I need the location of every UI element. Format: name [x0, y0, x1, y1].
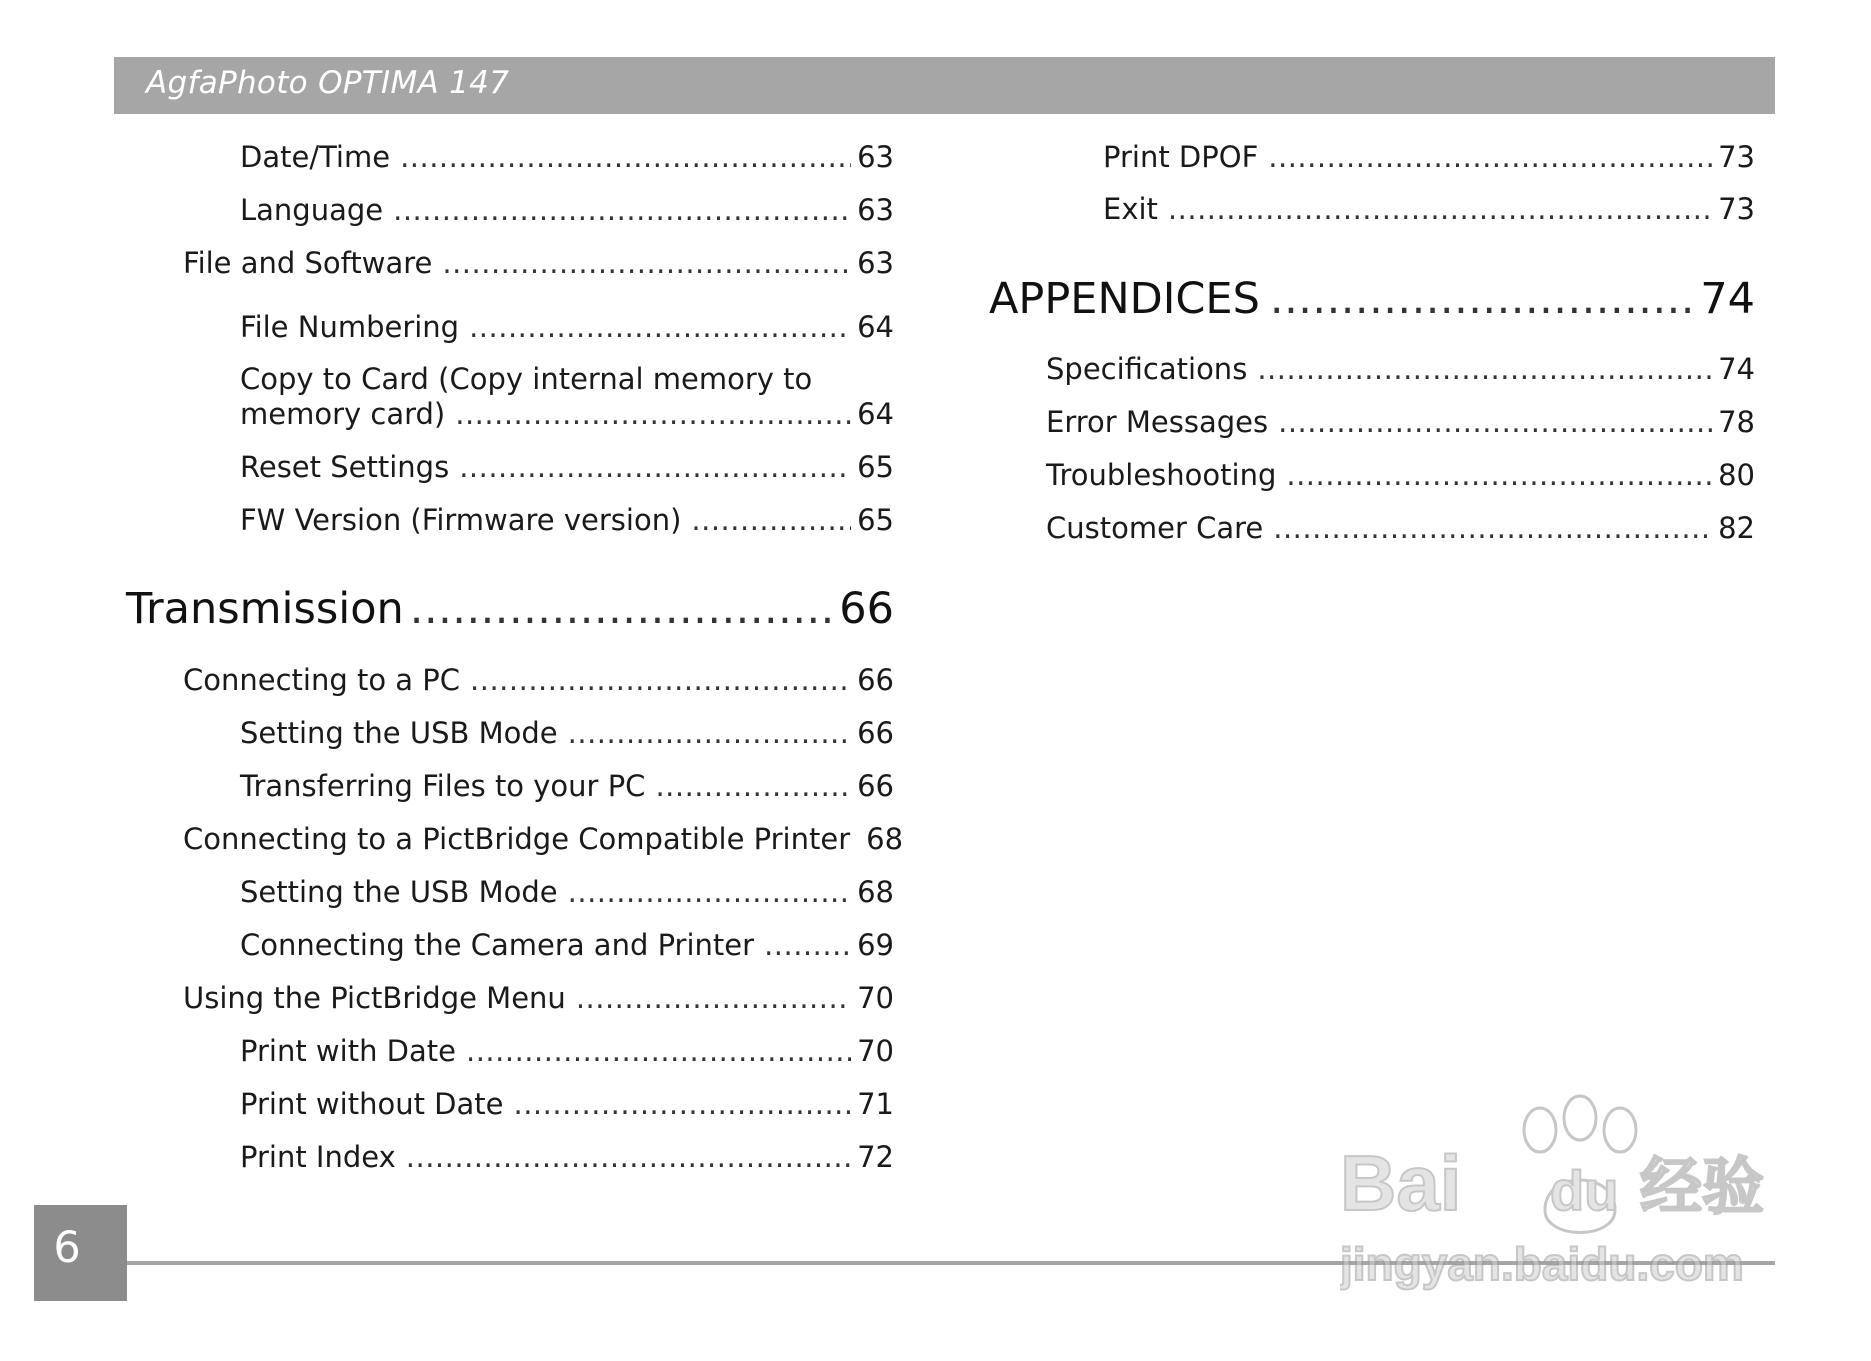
- toc-entry-page: 73: [1718, 192, 1755, 226]
- toc-entry[interactable]: [183, 822, 904, 856]
- toc-entry[interactable]: [240, 140, 894, 174]
- toc-entry-label: Using the PictBridge Menu: [183, 981, 566, 1015]
- toc-entry-label: Troubleshooting: [1046, 458, 1277, 492]
- page-number: 6: [53, 1223, 81, 1273]
- toc-entry[interactable]: [183, 981, 894, 1015]
- leader-dots: [469, 310, 851, 344]
- toc-entry[interactable]: [1046, 352, 1755, 386]
- svg-text:经验: 经验: [1640, 1150, 1765, 1223]
- toc-section-heading[interactable]: [126, 584, 894, 634]
- toc-entry-label: Print Index: [240, 1140, 396, 1174]
- toc-entry-page: 66: [857, 663, 894, 697]
- toc-entry[interactable]: [1046, 458, 1755, 492]
- header-bar: [114, 57, 1775, 114]
- toc-entry-label: Language: [240, 193, 384, 227]
- toc-entry-label-line2: memory card): [240, 397, 446, 431]
- toc-entry-page: 72: [857, 1140, 894, 1174]
- leader-dots: [470, 663, 851, 697]
- toc-entry-page: 68: [866, 822, 904, 856]
- leader-dots: [393, 193, 851, 227]
- toc-entry-page: 73: [1718, 140, 1755, 174]
- leader-dots: [466, 1034, 851, 1068]
- toc-entry[interactable]: [240, 1140, 894, 1174]
- toc-entry-label: Setting the USB Mode: [240, 716, 558, 750]
- toc-entry[interactable]: [240, 1034, 894, 1068]
- svg-text:jingyan.baidu.com: jingyan.baidu.com: [1340, 1238, 1744, 1290]
- toc-entry-label-line1[interactable]: Copy to Card (Copy internal memory to: [240, 362, 813, 396]
- toc-entry-page: 66: [857, 716, 894, 750]
- toc-entry-page: 78: [1718, 405, 1755, 439]
- toc-entry-page: 68: [857, 875, 894, 909]
- leader-dots: [410, 584, 834, 634]
- toc-entry[interactable]: [1046, 405, 1755, 439]
- toc-entry-page: 63: [857, 246, 894, 280]
- toc-entry-label: Print DPOF: [1103, 140, 1259, 174]
- toc-entry[interactable]: [240, 397, 894, 431]
- leader-dots: [576, 981, 851, 1015]
- toc-entry[interactable]: [1103, 192, 1755, 226]
- leader-dots: [655, 769, 851, 803]
- svg-text:du: du: [1550, 1159, 1619, 1222]
- document-title: AgfaPhoto OPTIMA 147: [146, 65, 510, 101]
- toc-entry-page: 71: [857, 1087, 894, 1121]
- toc-entry[interactable]: [240, 503, 894, 537]
- toc-entry-page: 74: [1718, 352, 1755, 386]
- toc-entry[interactable]: [240, 716, 894, 750]
- toc-entry-label: File and Software: [183, 246, 433, 280]
- toc-entry-label: Setting the USB Mode: [240, 875, 558, 909]
- toc-entry[interactable]: [1046, 511, 1755, 545]
- toc-entry-label: Print without Date: [240, 1087, 504, 1121]
- leader-dots: [459, 450, 851, 484]
- leader-dots: [400, 140, 851, 174]
- toc-section-page: 66: [839, 584, 894, 634]
- svg-text:Bai: Bai: [1340, 1139, 1462, 1227]
- toc-entry[interactable]: [1103, 140, 1755, 174]
- leader-dots: [1268, 140, 1712, 174]
- toc-entry-page: 80: [1718, 458, 1755, 492]
- leader-dots: [406, 1140, 851, 1174]
- toc-entry-page: 66: [857, 769, 894, 803]
- toc-entry[interactable]: [240, 1087, 894, 1121]
- toc-entry-page: 63: [857, 140, 894, 174]
- leader-dots: [1286, 458, 1712, 492]
- toc-entry-page: 70: [857, 981, 894, 1015]
- toc-entry-label: Print with Date: [240, 1034, 456, 1068]
- leader-dots: [1278, 405, 1712, 439]
- toc-entry-label: Specifications: [1046, 352, 1248, 386]
- toc-entry[interactable]: [240, 875, 894, 909]
- toc-entry-label: Reset Settings: [240, 450, 450, 484]
- baidu-watermark-logo: [1340, 1090, 1780, 1310]
- toc-section-label: Transmission: [126, 584, 404, 634]
- leader-dots: [513, 1087, 851, 1121]
- leader-dots: [764, 928, 851, 962]
- leader-dots: [691, 503, 851, 537]
- toc-entry-label: Error Messages: [1046, 405, 1269, 439]
- toc-entry[interactable]: [240, 193, 894, 227]
- leader-dots: [1257, 352, 1712, 386]
- toc-entry[interactable]: [240, 310, 894, 344]
- toc-entry[interactable]: [183, 246, 894, 280]
- leader-dots: [1273, 511, 1712, 545]
- toc-entry-page: 70: [857, 1034, 894, 1068]
- toc-entry-label: Connecting to a PictBridge Compatible Printer: [183, 822, 851, 856]
- toc-entry-page: 65: [857, 503, 894, 537]
- page-number-box: [34, 1205, 127, 1301]
- toc-entry-label: Connecting the Camera and Printer: [240, 928, 755, 962]
- toc-entry-page: 82: [1718, 511, 1755, 545]
- toc-entry-page: 65: [857, 450, 894, 484]
- leader-dots: [568, 716, 851, 750]
- toc-entry-label: Connecting to a PC: [183, 663, 461, 697]
- toc-entry-label: FW Version (Firmware version): [240, 503, 682, 537]
- leader-dots: [455, 397, 851, 431]
- toc-entry-label: Customer Care: [1046, 511, 1264, 545]
- toc-section-heading[interactable]: [989, 274, 1755, 324]
- toc-entry-label: Date/Time: [240, 140, 391, 174]
- toc-entry-page: 63: [857, 193, 894, 227]
- leader-dots: [568, 875, 851, 909]
- toc-entry[interactable]: [240, 450, 894, 484]
- toc-entry-page: 64: [857, 310, 894, 344]
- toc-entry[interactable]: [240, 928, 894, 962]
- leader-dots: [442, 246, 851, 280]
- toc-entry-label: Transferring Files to your PC: [240, 769, 646, 803]
- toc-section-page: 74: [1700, 274, 1755, 324]
- leader-dots: [1168, 192, 1712, 226]
- leader-dots: [1270, 274, 1694, 324]
- toc-entry-label: File Numbering: [240, 310, 460, 344]
- toc-entry[interactable]: [183, 663, 894, 697]
- toc-entry-page: 69: [857, 928, 894, 962]
- toc-entry-page: 64: [857, 397, 894, 431]
- toc-entry-label: Exit: [1103, 192, 1158, 226]
- toc-entry[interactable]: [240, 769, 894, 803]
- toc-section-label: APPENDICES: [989, 274, 1260, 324]
